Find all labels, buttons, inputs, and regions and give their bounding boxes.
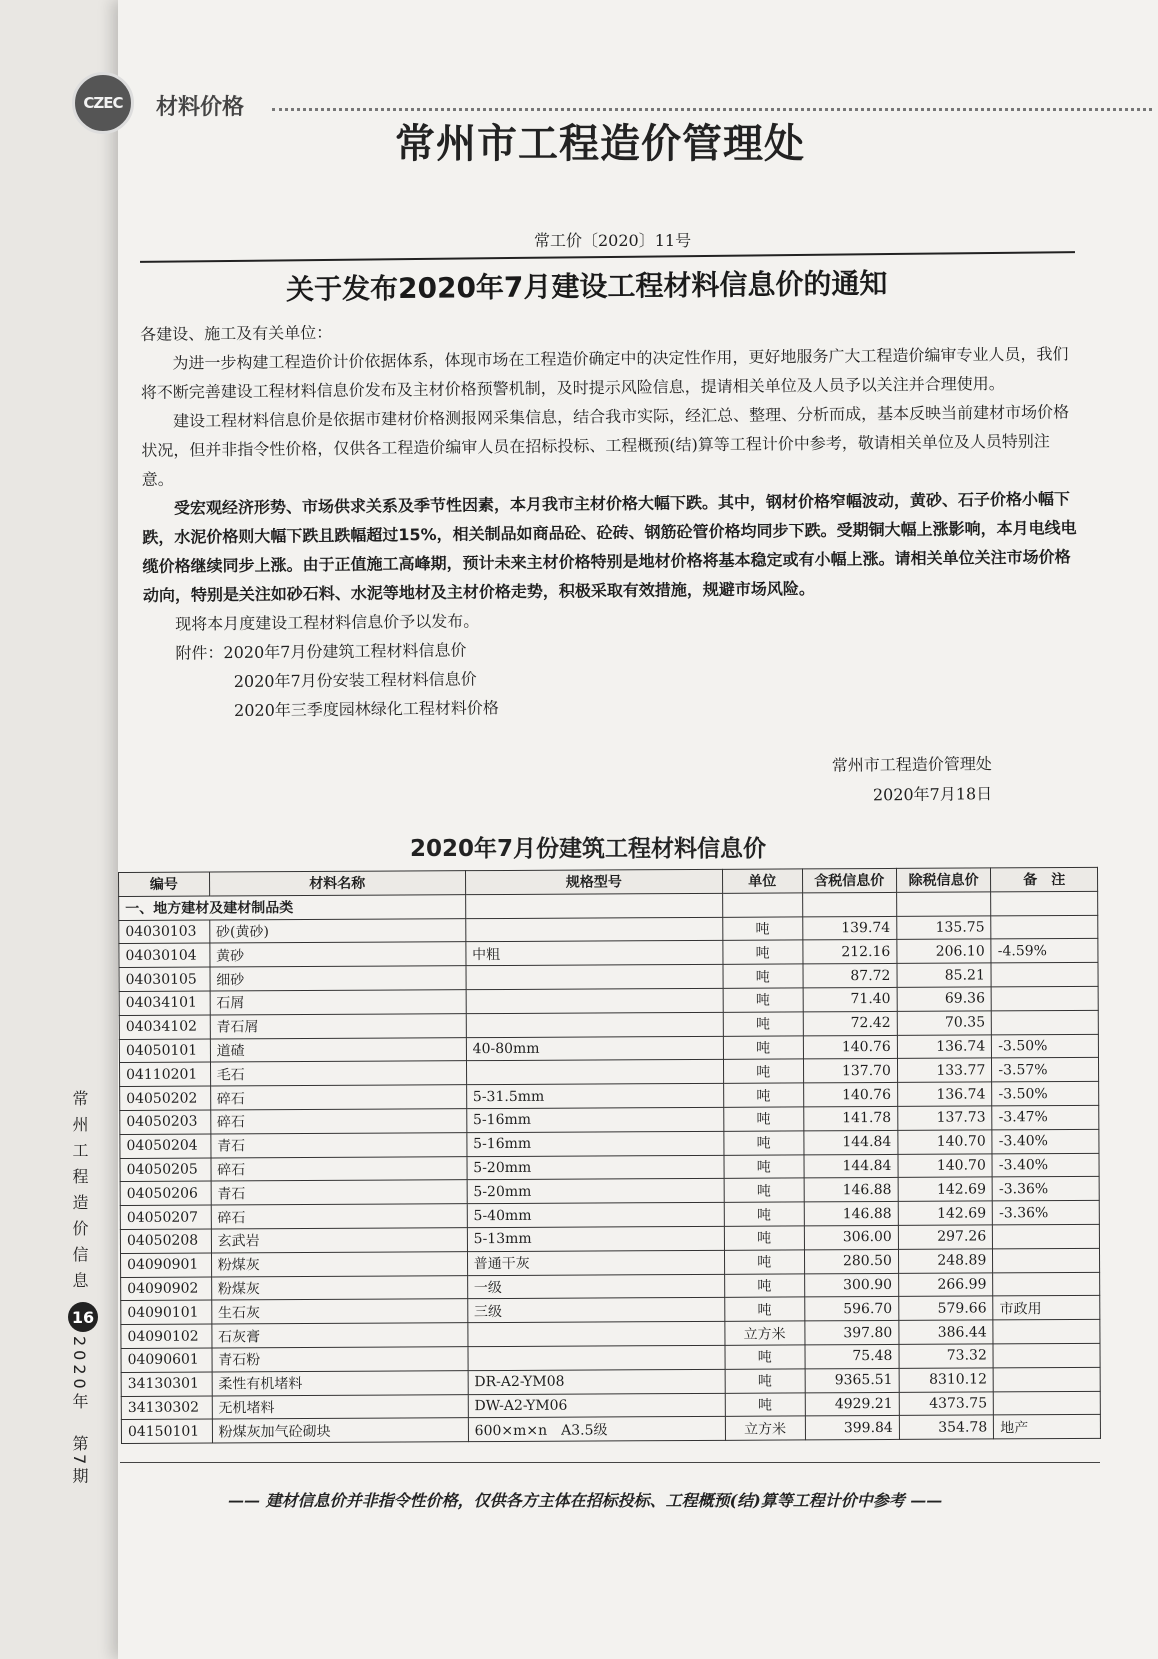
cell-code: 34130301 bbox=[121, 1372, 212, 1396]
attachment-item: 2020年7月份安装工程材料信息价 bbox=[233, 669, 477, 692]
cell-code: 04050208 bbox=[120, 1229, 211, 1253]
cell-remark bbox=[991, 915, 1098, 939]
cell-spec bbox=[466, 965, 723, 990]
paragraph-2: 建设工程材料信息价是依据市建材价格测报网采集信息，结合我市实际，经汇总、整理、分析而成，基本反映当前建材市场价格状况，但并非指令性价格，仅供各工程造价编审人员在招标投标、工程概预(结)算等工程计价中参考，敬请相关单位及人员特别注意。 bbox=[141, 402, 1070, 489]
header-remark: 备 注 bbox=[991, 867, 1098, 891]
cell-code: 04090902 bbox=[121, 1277, 212, 1301]
cell-price-tax: 72.42 bbox=[803, 1011, 898, 1035]
cell-unit: 吨 bbox=[723, 964, 803, 988]
cell-unit: 吨 bbox=[725, 1392, 805, 1416]
cell-price-tax: 212.16 bbox=[802, 940, 897, 964]
cell-code: 04050205 bbox=[120, 1158, 211, 1182]
cell-spec bbox=[466, 1012, 723, 1037]
cell-price-notax: 140.70 bbox=[898, 1130, 993, 1154]
header-spec: 规格型号 bbox=[465, 869, 722, 894]
cell-name: 玄武岩 bbox=[211, 1228, 467, 1253]
cell-code: 04090901 bbox=[120, 1253, 211, 1277]
cell-name: 柔性有机堵料 bbox=[212, 1370, 468, 1395]
cell-spec: DW-A2-YM06 bbox=[468, 1393, 725, 1418]
cell-name: 粉煤灰加气砼砌块 bbox=[212, 1418, 468, 1443]
cell-spec bbox=[465, 917, 722, 942]
cell-unit: 吨 bbox=[724, 1154, 804, 1178]
cell-price-tax: 280.50 bbox=[804, 1249, 899, 1273]
cell-price-notax: 386.44 bbox=[899, 1320, 994, 1344]
cell-remark bbox=[994, 1391, 1101, 1415]
cell-unit: 吨 bbox=[723, 940, 803, 964]
cell-price-notax: 8310.12 bbox=[899, 1368, 994, 1392]
cell-spec: 5-31.5mm bbox=[466, 1084, 723, 1109]
cell-remark bbox=[993, 1248, 1100, 1272]
paragraph-3: 受宏观经济形势、市场供求关系及季节性因素，本月我市主材价格大幅下跌。其中，钢材价格窄幅波动，黄砂、石子价格小幅下跌，水泥价格则大幅下跌且跌幅超过15%，相关制品如商品砼、砼砖、钢筋砼管价格均同步下跌。受期铜大幅上涨影响，本月电线电缆价格继续同步上涨。由于正值施工高峰期，预计未来主材价格特别是地材价格将基本稳定或有小幅上涨。请相关单位关注市场价格动向，特别是关注如砂石料、水泥等地材及主材价格走势，积极采取有效措施，规避市场风险。 bbox=[142, 489, 1077, 605]
cell-spec: 5-40mm bbox=[467, 1202, 724, 1227]
cell-remark: 地产 bbox=[994, 1415, 1101, 1439]
paragraph-1: 为进一步构建工程造价计价依据体系，体现市场在工程造价确定中的决定性作用，更好地服务广大工程造价编审专业人员，我们将不断完善建设工程材料信息价发布及主材价格预警机制，及时提示风险信息，提请相关单位及人员予以关注并合理使用。 bbox=[140, 344, 1069, 402]
cell-name: 生石灰 bbox=[211, 1299, 467, 1324]
section-label: 材料价格 bbox=[156, 95, 245, 120]
cell-name: 青石 bbox=[211, 1132, 467, 1157]
cell-code: 04050203 bbox=[120, 1110, 211, 1134]
cell-price-notax: 579.66 bbox=[899, 1296, 994, 1320]
cell-remark: -3.50% bbox=[992, 1082, 1099, 1106]
cell-spec: 5-20mm bbox=[467, 1155, 724, 1180]
org-title: 常州市工程造价管理处 bbox=[395, 121, 805, 167]
cell-price-notax: 248.89 bbox=[898, 1249, 993, 1273]
header-code: 编号 bbox=[119, 872, 210, 896]
logo-emblem bbox=[72, 72, 134, 134]
cell-price-tax: 399.84 bbox=[805, 1416, 900, 1440]
cell-price-tax: 141.78 bbox=[803, 1106, 898, 1130]
cell-price-tax: 9365.51 bbox=[805, 1368, 900, 1392]
cell-name: 道碴 bbox=[210, 1037, 466, 1062]
cell-spec bbox=[466, 1060, 723, 1085]
cell-unit: 吨 bbox=[723, 1083, 803, 1107]
cell-unit: 吨 bbox=[723, 988, 803, 1012]
header-name: 材料名称 bbox=[209, 871, 465, 896]
cell-name: 青石粉 bbox=[212, 1347, 468, 1372]
journal-sidebar bbox=[68, 1090, 98, 1486]
signoff bbox=[832, 749, 993, 811]
attachment-list bbox=[175, 629, 1084, 726]
cell-price-tax: 300.90 bbox=[804, 1273, 899, 1297]
table-row bbox=[121, 1415, 1100, 1444]
cell-price-notax: 73.32 bbox=[899, 1344, 994, 1368]
cell-unit: 吨 bbox=[723, 1035, 803, 1059]
cell-unit: 立方米 bbox=[725, 1416, 805, 1440]
paragraph-4: 现将本月度建设工程材料信息价予以发布。 bbox=[175, 611, 480, 634]
cell-price-tax: 306.00 bbox=[804, 1225, 899, 1249]
salutation: 各建设、施工及有关单位： bbox=[140, 322, 333, 344]
cell-price-tax: 137.70 bbox=[803, 1059, 898, 1083]
cell-remark: -3.36% bbox=[992, 1177, 1099, 1201]
cell-price-tax: 140.76 bbox=[803, 1035, 898, 1059]
cell-price-notax: 135.75 bbox=[897, 916, 992, 940]
cell-remark: -3.40% bbox=[992, 1153, 1099, 1177]
cell-name: 细砂 bbox=[210, 966, 466, 991]
cell-price-tax: 140.76 bbox=[803, 1083, 898, 1107]
footer-note: —— 建材信息价并非指令性价格，仅供各方主体在招标投标、工程概预(结)算等工程计价中参考 —— bbox=[228, 1491, 943, 1510]
materials-table bbox=[118, 867, 1101, 1444]
cell-code: 04090101 bbox=[121, 1300, 212, 1324]
cell-unit: 吨 bbox=[725, 1369, 805, 1393]
cell-price-tax: 144.84 bbox=[804, 1154, 899, 1178]
cell-spec: DR-A2-YM08 bbox=[468, 1369, 725, 1394]
cell-spec: 600×m×n A3.5级 bbox=[468, 1417, 725, 1442]
cell-name: 黄砂 bbox=[210, 942, 466, 967]
cell-unit: 吨 bbox=[724, 1226, 804, 1250]
attachment-item: 2020年7月份建筑工程材料信息价 bbox=[223, 640, 467, 663]
cell-price-notax: 136.74 bbox=[898, 1082, 993, 1106]
cell-code: 04034101 bbox=[119, 991, 210, 1015]
cell-spec bbox=[468, 1345, 725, 1370]
cell-remark bbox=[991, 963, 1098, 987]
cell-remark bbox=[993, 1320, 1100, 1344]
cell-price-notax: 142.69 bbox=[898, 1177, 993, 1201]
cell-remark bbox=[993, 1272, 1100, 1296]
cell-remark bbox=[993, 1367, 1100, 1391]
cell-remark: -4.59% bbox=[991, 939, 1098, 963]
cell-price-notax: 69.36 bbox=[897, 987, 992, 1011]
cell-code: 04050202 bbox=[120, 1086, 211, 1110]
cell-name: 碎石 bbox=[211, 1156, 467, 1181]
cell-name: 毛石 bbox=[210, 1061, 466, 1086]
attachment-label: 附件： bbox=[175, 643, 224, 663]
cell-name: 粉煤灰 bbox=[211, 1275, 467, 1300]
cell-price-notax: 4373.75 bbox=[899, 1391, 994, 1415]
cell-code: 04030103 bbox=[119, 920, 210, 944]
cell-price-tax: 146.88 bbox=[804, 1202, 899, 1226]
cell-price-notax: 85.21 bbox=[897, 963, 992, 987]
page-number-badge: 16 bbox=[68, 1302, 98, 1332]
cell-price-tax: 397.80 bbox=[804, 1321, 899, 1345]
cell-code: 04050206 bbox=[120, 1181, 211, 1205]
cell-unit: 吨 bbox=[723, 917, 803, 941]
cell-price-tax: 139.74 bbox=[802, 916, 897, 940]
cell-price-notax: 142.69 bbox=[898, 1201, 993, 1225]
cell-price-notax: 70.35 bbox=[897, 1011, 992, 1035]
cell-remark bbox=[993, 1224, 1100, 1248]
cell-code: 04050207 bbox=[120, 1205, 211, 1229]
cell-unit: 吨 bbox=[723, 1059, 803, 1083]
cell-price-notax: 136.74 bbox=[897, 1035, 992, 1059]
header-unit: 单位 bbox=[722, 869, 802, 893]
cell-name: 碎石 bbox=[210, 1109, 466, 1134]
attachment-item: 2020年三季度园林绿化工程材料价格 bbox=[233, 698, 499, 721]
cell-code: 04110201 bbox=[119, 1062, 210, 1086]
cell-price-notax: 137.73 bbox=[898, 1106, 993, 1130]
cell-name: 青石屑 bbox=[210, 1013, 466, 1038]
document-number: 常工价〔2020〕11号 bbox=[534, 231, 692, 250]
cell-unit: 吨 bbox=[724, 1178, 804, 1202]
cell-unit: 立方米 bbox=[725, 1321, 805, 1345]
cell-remark: -3.50% bbox=[992, 1034, 1099, 1058]
cell-price-notax: 354.78 bbox=[899, 1415, 994, 1439]
notice-title: 关于发布2020年7月建设工程材料信息价的通知 bbox=[285, 266, 888, 307]
cell-name: 无机堵料 bbox=[212, 1394, 468, 1419]
cell-spec bbox=[468, 1321, 725, 1346]
cell-price-notax: 206.10 bbox=[897, 939, 992, 963]
header-price-tax: 含税信息价 bbox=[802, 868, 897, 892]
cell-spec: 中粗 bbox=[466, 941, 723, 966]
cell-spec: 5-16mm bbox=[466, 1107, 723, 1132]
cell-spec bbox=[466, 988, 723, 1013]
dotted-divider bbox=[272, 108, 1152, 111]
cell-name: 粉煤灰 bbox=[211, 1251, 467, 1276]
logo-text: CZEC bbox=[83, 94, 123, 112]
cell-remark bbox=[991, 986, 1098, 1010]
cell-unit: 吨 bbox=[725, 1297, 805, 1321]
cell-price-notax: 266.99 bbox=[899, 1272, 994, 1296]
cell-code: 04090601 bbox=[121, 1348, 212, 1372]
cell-unit: 吨 bbox=[724, 1202, 804, 1226]
cell-unit: 吨 bbox=[725, 1345, 805, 1369]
cell-name: 石屑 bbox=[210, 990, 466, 1015]
journal-name: 常州工程造价信息 bbox=[70, 1090, 89, 1298]
cell-unit: 吨 bbox=[724, 1273, 804, 1297]
cell-remark: 市政用 bbox=[993, 1296, 1100, 1320]
cell-price-notax: 133.77 bbox=[897, 1058, 992, 1082]
cell-unit: 吨 bbox=[724, 1131, 804, 1155]
cell-name: 青石 bbox=[211, 1180, 467, 1205]
cell-price-tax: 596.70 bbox=[804, 1297, 899, 1321]
cell-price-notax: 140.70 bbox=[898, 1153, 993, 1177]
cell-code: 04034102 bbox=[119, 1015, 210, 1039]
notice-body bbox=[140, 310, 1084, 726]
cell-code: 04150101 bbox=[121, 1419, 212, 1443]
cell-price-tax: 146.88 bbox=[804, 1178, 899, 1202]
cell-spec: 一级 bbox=[467, 1274, 724, 1299]
journal-issue: 第7期 bbox=[70, 1434, 89, 1486]
cell-name: 砂(黄砂) bbox=[209, 918, 465, 943]
cell-code: 04050204 bbox=[120, 1134, 211, 1158]
cell-code: 34130302 bbox=[121, 1396, 212, 1420]
cell-price-tax: 71.40 bbox=[803, 987, 898, 1011]
cell-spec: 5-13mm bbox=[467, 1226, 724, 1251]
cell-unit: 吨 bbox=[724, 1250, 804, 1274]
cell-remark: -3.40% bbox=[992, 1129, 1099, 1153]
cell-price-notax: 297.26 bbox=[898, 1225, 993, 1249]
cell-remark bbox=[992, 1010, 1099, 1034]
signoff-org: 常州市工程造价管理处 bbox=[831, 754, 992, 775]
cell-code: 04090102 bbox=[121, 1324, 212, 1348]
cell-spec: 5-16mm bbox=[467, 1131, 724, 1156]
header-price-notax: 除税信息价 bbox=[896, 868, 991, 892]
cell-spec: 三级 bbox=[467, 1298, 724, 1323]
cell-price-tax: 87.72 bbox=[803, 964, 898, 988]
cell-code: 04030104 bbox=[119, 943, 210, 967]
cell-price-tax: 75.48 bbox=[805, 1344, 900, 1368]
cell-remark: -3.36% bbox=[993, 1201, 1100, 1225]
footer-rule bbox=[120, 1462, 1100, 1463]
cell-name: 碎石 bbox=[211, 1204, 467, 1229]
cell-unit: 吨 bbox=[723, 1012, 803, 1036]
cell-remark: -3.47% bbox=[992, 1105, 1099, 1129]
group-label: 一、地方建材及建材制品类 bbox=[119, 894, 466, 920]
cell-code: 04030105 bbox=[119, 967, 210, 991]
cell-spec: 普通干灰 bbox=[467, 1250, 724, 1275]
cell-spec: 5-20mm bbox=[467, 1179, 724, 1204]
signoff-date: 2020年7月18日 bbox=[872, 784, 993, 805]
cell-code: 04050101 bbox=[119, 1039, 210, 1063]
cell-remark: -3.57% bbox=[992, 1058, 1099, 1082]
journal-year: 2020年 bbox=[70, 1336, 89, 1413]
cell-price-tax: 144.84 bbox=[803, 1130, 898, 1154]
cell-name: 碎石 bbox=[210, 1085, 466, 1110]
cell-name: 石灰膏 bbox=[212, 1323, 468, 1348]
cell-spec: 40-80mm bbox=[466, 1036, 723, 1061]
table-title: 2020年7月份建筑工程材料信息价 bbox=[410, 836, 767, 862]
cell-price-tax: 4929.21 bbox=[805, 1392, 900, 1416]
cell-unit: 吨 bbox=[724, 1107, 804, 1131]
cell-remark bbox=[993, 1343, 1100, 1367]
